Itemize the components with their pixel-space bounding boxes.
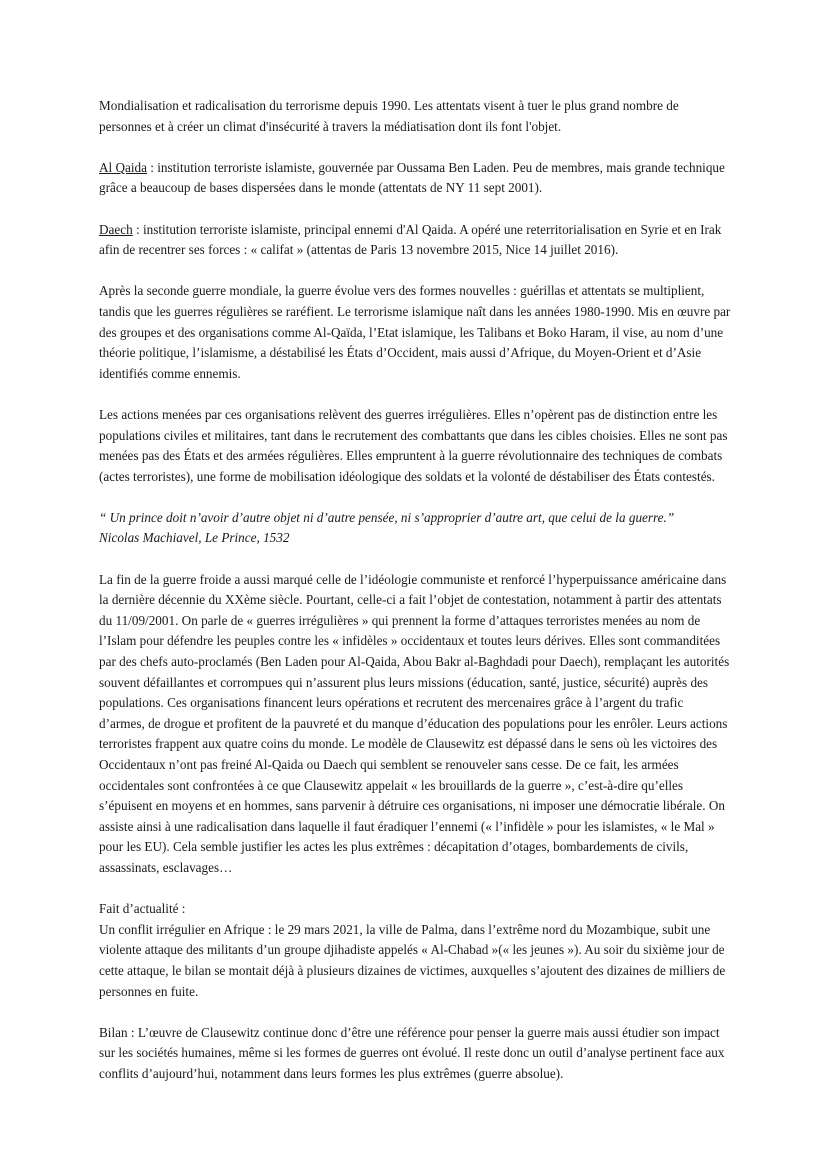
machiavel-quote (99, 508, 732, 549)
al-qaida-definition (99, 158, 732, 199)
al-qaida-term: Al Qaida (99, 159, 147, 175)
al-qaida-text: : institution terroriste islamiste, gouvernée par Oussama Ben Laden. Peu de membres, mais grande technique grâce a beaucoup de bases dispersées dans le monde (attentats de NY 11 sept 2001). (99, 159, 725, 196)
daech-text: : institution terroriste islamiste, principal ennemi d'Al Qaida. A opéré une reterritorialisation en Syrie et en Irak afin de recentrer ses forces : « califat » (attentas de Paris 13 novembre 2015, Nice 14 juillet 2016). (99, 221, 722, 258)
cold-war-paragraph: La fin de la guerre froide a aussi marqué celle de l’idéologie communiste et renforcé l’hyperpuissance américaine dans la dernière décennie du XXème siècle. Pourtant, celle-ci a fait l’objet de contestation, notamment à partir des attentats du 11/09/2001. On parle de « guerres irrégulières » qui prennent la forme d’attaques terroristes menées au nom de l’Islam pour défendre les peuples contre les « infidèles » occidentaux et toutes leurs dérives. Elles sont commanditées par des chefs auto-proclamés (Ben Laden pour Al-Qaida, Abou Bakr al-Baghdadi pour Daech), remplaçant les autorités souvent défaillantes et corrompues qui n’assurent plus leurs missions (éducation, santé, justice, sécurité) auprès des populations. Ces organisations financent leurs opérations et recrutent des mercenaires grâce à l’argent du trafic d’armes, de drogue et profitent de la pauvreté et du manque d’éducation des populations pour les enrôler. Leurs actions terroristes frappent aux quatre coins du monde. Le modèle de Clausewitz est dépassé dans le sens où les victoires des Occidentaux n’ont pas freiné Al-Qaida ou Daech qui semblent se renouveler sans cesse. De ce fait, les armées occidentales sont confrontées à ce que Clausewitz appelait « les brouillards de la guerre », c’est-à-dire qu’elles s’épuisent en moyens et en hommes, sans parvenir à détruire ces organisations, ni imposer une démocratie libérale. On assiste ainsi à une radicalisation dans laquelle il faut éradiquer l’ennemi (« l’infidèle » pour les islamistes, « le Mal » pour les EU). Cela semble justifier les actes les plus extrêmes : décapitation d’otages, bombardements de civils, assassinats, esclavages… (99, 571, 730, 875)
intro-paragraph: Mondialisation et radicalisation du terrorisme depuis 1990. Les attentats visent à tuer le plus grand nombre de personnes et à créer un climat d'insécurité à travers la médiatisation dont ils font l'objet. (99, 98, 679, 134)
news-section (99, 899, 732, 1002)
post-war-paragraph: Après la seconde guerre mondiale, la guerre évolue vers des formes nouvelles : guérillas et attentats se multiplient, tandis que les guerres régulières se raréfient. Le terrorisme islamique naît dans les années 1980-1990. Mis en œuvre par des groupes et des organisations comme Al-Qaïda, l’Etat islamique, les Talibans et Boko Haram, il vise, au nom d’une théorie politique, l’islamisme, a déstabilisé les États d’Occident, mais aussi d’Afrique, du Moyen-Orient et d’Asie identifiés comme ennemis. (99, 283, 731, 381)
irregular-wars-paragraph: Les actions menées par ces organisations relèvent des guerres irrégulières. Elles n’opèrent pas de distinction entre les populations civiles et militaires, tant dans le recrutement des combattants que dans les cibles choisies. Elles ne sont pas menées pas des États et des armées régulières. Elles empruntent à la guerre révolutionnaire des techniques de combats (actes terroristes), une forme de mobilisation idéologique des soldats et la volonté de déstabiliser des États contestés. (99, 406, 728, 484)
quote-text: “ Un prince doit n’avoir d’autre objet ni d’autre pensée, ni s’approprier d’autre art, que celui de la guerre.” (99, 509, 675, 525)
daech-term: Daech (99, 221, 133, 237)
quote-source: Nicolas Machiavel, Le Prince, 1532 (99, 530, 290, 546)
conclusion-paragraph: Bilan : L’œuvre de Clausewitz continue donc d’être une référence pour penser la guerre mais aussi étudier son impact sur les sociétés humaines, même si les formes de guerres ont évolué. Il reste donc un outil d’analyse pertinent face aux conflits d’aujourd’hui, notamment dans leurs formes les plus extrêmes (guerre absolue). (99, 1024, 725, 1081)
news-text: Un conflit irrégulier en Afrique : le 29 mars 2021, la ville de Palma, dans l’extrême nord du Mozambique, subit une violente attaque des militants d’un groupe djihadiste appelés « Al-Chabad »(« les jeunes »). Au soir du sixième jour de cette attaque, le bilan se montait déjà à plusieurs dizaines de victimes, auxquelles s’ajoutent des dizaines de milliers de personnes en fuite. (99, 921, 726, 999)
news-heading: Fait d’actualité : (99, 901, 186, 917)
daech-definition (99, 220, 732, 261)
